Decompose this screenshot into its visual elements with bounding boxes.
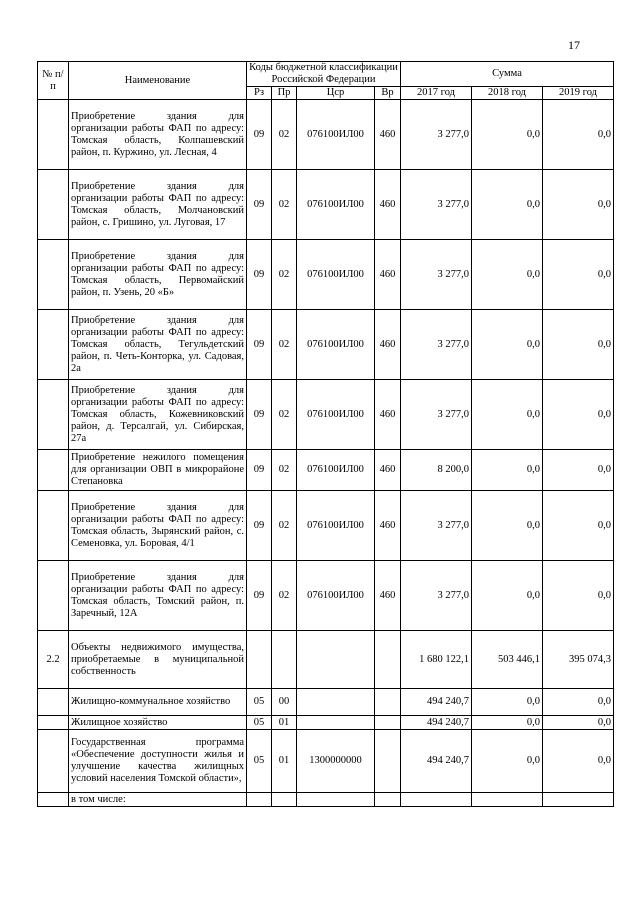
cell-no [38, 170, 69, 240]
cell-name: Приобретение здания для организации работы ФАП по адресу: Томская область, Томский район, п. Заречный, 12А [69, 561, 247, 631]
cell-vr: 460 [375, 561, 401, 631]
cell-2019: 0,0 [543, 170, 614, 240]
header-name: Наименование [69, 62, 247, 100]
cell-rz: 09 [247, 491, 272, 561]
cell-2018: 0,0 [472, 716, 543, 730]
cell-name: Государственная программа «Обеспечение доступности жилья и улучшение качества жилищных условий населения Томской области», [69, 730, 247, 793]
cell-2017: 3 277,0 [401, 491, 472, 561]
cell-2019: 0,0 [543, 561, 614, 631]
cell-rz: 05 [247, 730, 272, 793]
cell-vr [375, 716, 401, 730]
cell-pr: 02 [272, 240, 297, 310]
cell-rz: 09 [247, 240, 272, 310]
cell-no [38, 716, 69, 730]
cell-pr: 02 [272, 491, 297, 561]
table-row [38, 716, 614, 730]
cell-vr: 460 [375, 310, 401, 380]
cell-rz [247, 631, 272, 689]
cell-2018: 0,0 [472, 689, 543, 716]
cell-2017: 3 277,0 [401, 240, 472, 310]
page-number: 17 [568, 38, 580, 52]
cell-rz [247, 793, 272, 807]
cell-csr [297, 631, 375, 689]
cell-2017: 3 277,0 [401, 380, 472, 450]
cell-name: Приобретение здания для организации работы ФАП по адресу: Томская область, Кожевниковский район, д. Терсалгай, ул. Сибирская, 27а [69, 380, 247, 450]
cell-2018: 0,0 [472, 380, 543, 450]
cell-vr: 460 [375, 491, 401, 561]
cell-rz: 09 [247, 170, 272, 240]
cell-csr: 076100ИЛ00 [297, 380, 375, 450]
cell-no [38, 240, 69, 310]
cell-rz: 09 [247, 100, 272, 170]
cell-2019: 0,0 [543, 716, 614, 730]
cell-rz: 09 [247, 380, 272, 450]
table-row [38, 380, 614, 450]
cell-2019: 0,0 [543, 730, 614, 793]
cell-rz: 09 [247, 450, 272, 491]
cell-2017 [401, 793, 472, 807]
cell-pr: 02 [272, 170, 297, 240]
cell-no: 2.2 [38, 631, 69, 689]
cell-2018: 0,0 [472, 100, 543, 170]
table-row [38, 793, 614, 807]
cell-2019 [543, 793, 614, 807]
cell-2019: 395 074,3 [543, 631, 614, 689]
cell-no [38, 380, 69, 450]
cell-no [38, 491, 69, 561]
cell-rz: 05 [247, 689, 272, 716]
cell-2019: 0,0 [543, 100, 614, 170]
header-2018: 2018 год [472, 87, 543, 100]
table-row [38, 491, 614, 561]
table-row [38, 240, 614, 310]
table-row [38, 631, 614, 689]
cell-2018: 0,0 [472, 491, 543, 561]
cell-vr: 460 [375, 380, 401, 450]
cell-pr: 02 [272, 450, 297, 491]
table-row [38, 170, 614, 240]
cell-vr: 460 [375, 450, 401, 491]
cell-2017: 494 240,7 [401, 716, 472, 730]
table-row [38, 450, 614, 491]
cell-name: в том числе: [69, 793, 247, 807]
cell-2019: 0,0 [543, 240, 614, 310]
cell-csr: 076100ИЛ00 [297, 240, 375, 310]
cell-pr: 02 [272, 380, 297, 450]
cell-rz: 09 [247, 310, 272, 380]
cell-2018: 0,0 [472, 450, 543, 491]
table-row [38, 689, 614, 716]
cell-no [38, 100, 69, 170]
cell-vr [375, 631, 401, 689]
cell-no [38, 450, 69, 491]
cell-2017: 3 277,0 [401, 561, 472, 631]
cell-pr: 02 [272, 100, 297, 170]
cell-name: Приобретение здания для организации работы ФАП по адресу: Томская область, Тегульдетский район, п. Четь-Конторка, ул. Садовая, 2а [69, 310, 247, 380]
header-pr: Пр [272, 87, 297, 100]
cell-pr: 01 [272, 730, 297, 793]
header-codes: Коды бюджетной классификации Российской Федерации [247, 62, 401, 87]
cell-2018: 0,0 [472, 310, 543, 380]
cell-rz: 09 [247, 561, 272, 631]
cell-vr [375, 689, 401, 716]
cell-vr: 460 [375, 100, 401, 170]
cell-name: Приобретение здания для организации работы ФАП по адресу: Томская область, Молчановский район, с. Гришино, ул. Луговая, 17 [69, 170, 247, 240]
cell-vr [375, 793, 401, 807]
cell-2018: 0,0 [472, 730, 543, 793]
cell-no [38, 730, 69, 793]
cell-vr [375, 730, 401, 793]
cell-2018: 503 446,1 [472, 631, 543, 689]
cell-2018: 0,0 [472, 240, 543, 310]
header-2017: 2017 год [401, 87, 472, 100]
cell-csr: 076100ИЛ00 [297, 561, 375, 631]
cell-no [38, 310, 69, 380]
cell-name: Жилищно-коммунальное хозяйство [69, 689, 247, 716]
header-csr: Цср [297, 87, 375, 100]
header-no: № п/п [38, 62, 69, 100]
cell-2019: 0,0 [543, 380, 614, 450]
table-row [38, 310, 614, 380]
cell-pr: 01 [272, 716, 297, 730]
cell-pr: 02 [272, 310, 297, 380]
table-body [38, 100, 614, 807]
header-vr: Вр [375, 87, 401, 100]
table-row [38, 561, 614, 631]
cell-name: Объекты недвижимого имущества, приобретаемые в муниципальной собственность [69, 631, 247, 689]
cell-2017: 8 200,0 [401, 450, 472, 491]
cell-2018: 0,0 [472, 561, 543, 631]
cell-2017: 3 277,0 [401, 100, 472, 170]
table-row [38, 100, 614, 170]
budget-table [37, 61, 614, 807]
cell-2017: 1 680 122,1 [401, 631, 472, 689]
cell-pr [272, 793, 297, 807]
cell-no [38, 561, 69, 631]
cell-vr: 460 [375, 170, 401, 240]
cell-pr: 00 [272, 689, 297, 716]
cell-csr: 076100ИЛ00 [297, 170, 375, 240]
cell-pr [272, 631, 297, 689]
cell-2017: 494 240,7 [401, 730, 472, 793]
cell-name: Приобретение здания для организации работы ФАП по адресу: Томская область, Зырянский район, с. Семеновка, ул. Боровая, 4/1 [69, 491, 247, 561]
cell-2017: 3 277,0 [401, 170, 472, 240]
cell-2019: 0,0 [543, 450, 614, 491]
cell-name: Приобретение здания для организации работы ФАП по адресу: Томская область, Первомайский район, п. Узень, 20 «Б» [69, 240, 247, 310]
cell-name: Приобретение нежилого помещения для организации ОВП в микрорайоне Степановка [69, 450, 247, 491]
cell-pr: 02 [272, 561, 297, 631]
cell-csr [297, 716, 375, 730]
cell-rz: 05 [247, 716, 272, 730]
cell-2018: 0,0 [472, 170, 543, 240]
cell-2017: 494 240,7 [401, 689, 472, 716]
table-row [38, 730, 614, 793]
cell-csr: 076100ИЛ00 [297, 100, 375, 170]
header-sum: Сумма [401, 62, 614, 87]
cell-no [38, 793, 69, 807]
cell-csr: 076100ИЛ00 [297, 491, 375, 561]
cell-2019: 0,0 [543, 689, 614, 716]
header-rz: Рз [247, 87, 272, 100]
cell-csr [297, 689, 375, 716]
cell-2019: 0,0 [543, 491, 614, 561]
cell-csr [297, 793, 375, 807]
cell-csr: 1300000000 [297, 730, 375, 793]
cell-name: Приобретение здания для организации работы ФАП по адресу: Томская область, Колпашевский район, п. Куржино, ул. Лесная, 4 [69, 100, 247, 170]
cell-vr: 460 [375, 240, 401, 310]
cell-2017: 3 277,0 [401, 310, 472, 380]
cell-2019: 0,0 [543, 310, 614, 380]
header-2019: 2019 год [543, 87, 614, 100]
cell-2018 [472, 793, 543, 807]
cell-csr: 076100ИЛ00 [297, 310, 375, 380]
cell-name: Жилищное хозяйство [69, 716, 247, 730]
cell-csr: 076100ИЛ00 [297, 450, 375, 491]
cell-no [38, 689, 69, 716]
